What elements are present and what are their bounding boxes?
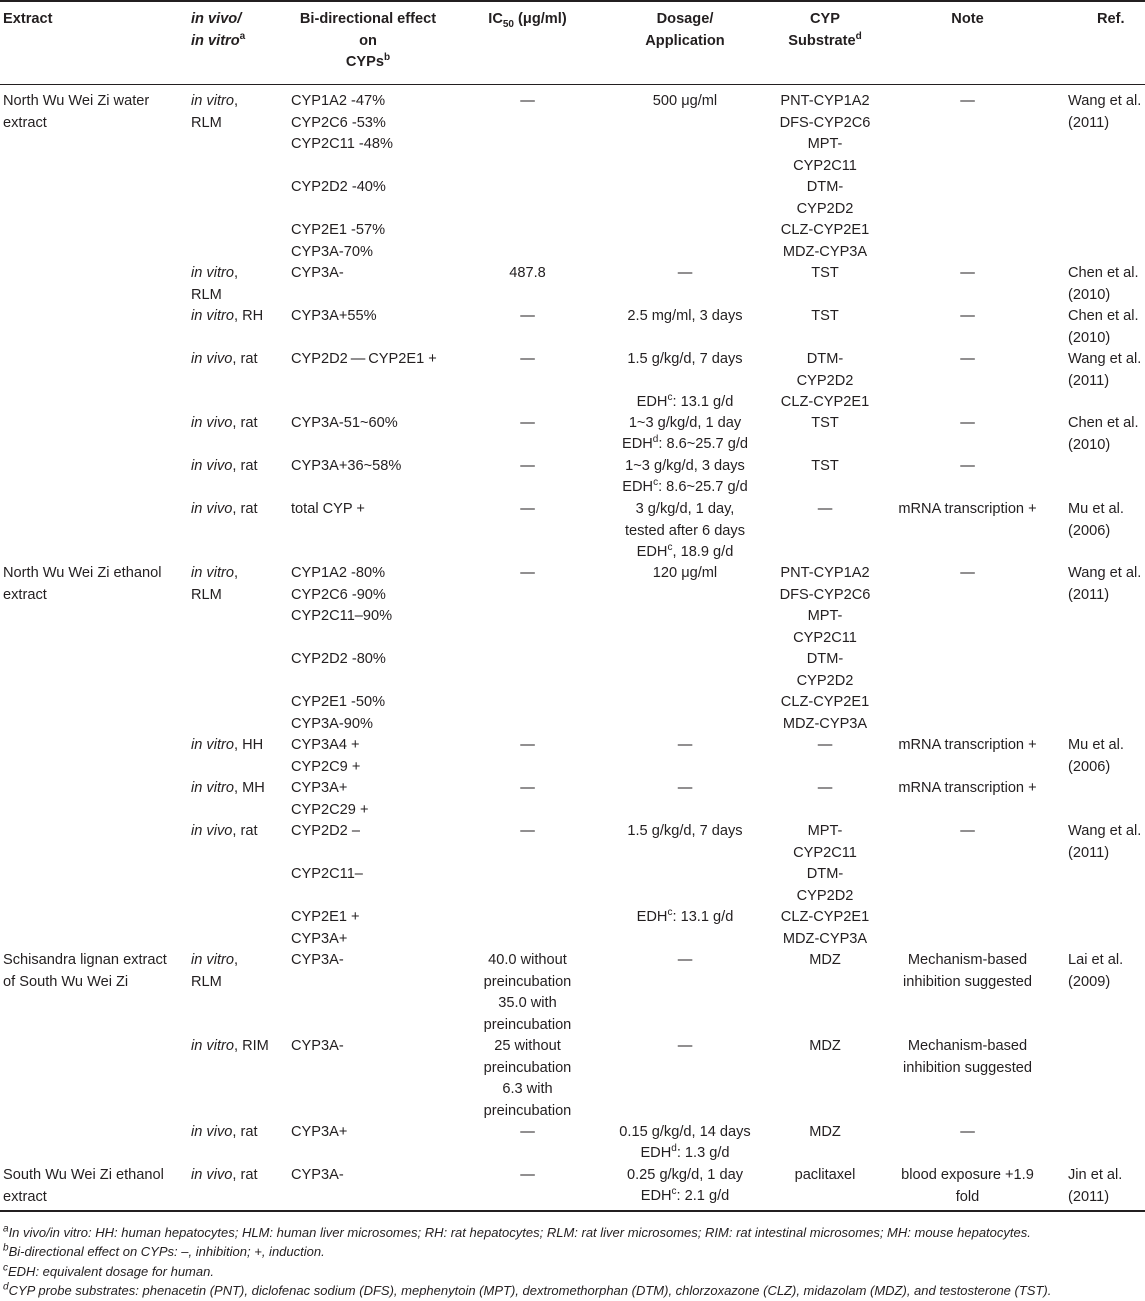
cell-ref: Chen et al. (2010) bbox=[1068, 415, 1139, 453]
cell-ref: Chen et al. (2010) bbox=[1068, 308, 1139, 346]
cell-model-rest: , rat bbox=[232, 351, 258, 367]
cell-effect: CYP3A+ bbox=[291, 1124, 348, 1140]
cell-effect: CYP3A+55% bbox=[291, 308, 377, 324]
cell-ic50: — bbox=[520, 351, 535, 367]
edh-value: : 8.6~25.7 g/d bbox=[658, 479, 748, 495]
cell-ic50: — bbox=[520, 1167, 535, 1183]
footnote-text: Bi-directional effect on CYPs: –, inhibition; +, induction. bbox=[8, 1244, 325, 1259]
footnote-marker: c bbox=[667, 907, 673, 919]
edh-value: : 2.1 g/d bbox=[676, 1188, 730, 1204]
cell-model-rest: , HH bbox=[233, 737, 264, 753]
cell-note: — bbox=[960, 565, 975, 581]
cell-substrate: MDZ bbox=[809, 952, 841, 968]
cell-model bbox=[191, 1122, 258, 1144]
edh-label: EDH bbox=[622, 479, 654, 495]
cell-model bbox=[191, 735, 263, 757]
cell-model-rest: , rat bbox=[232, 823, 258, 839]
cell-effect: CYP3A-51~60% bbox=[291, 415, 398, 431]
cell-ref: Wang et al. (2011) bbox=[1068, 93, 1142, 131]
cell-extract: South Wu Wei Zi ethanol extract bbox=[3, 1167, 164, 1205]
cell-dosage: 500 μg/ml bbox=[652, 93, 718, 109]
cell-note: — bbox=[960, 823, 975, 839]
cell-ic50: 40.0 without preincubation 35.0 with preincubation bbox=[483, 952, 572, 1033]
header-effect bbox=[283, 9, 453, 74]
cell-ref: Wang et al. (2011) bbox=[1068, 823, 1142, 861]
cell-model-italic: in vivo bbox=[191, 351, 233, 367]
header-ic50-sub: 50 bbox=[502, 18, 514, 30]
cell-model-italic: in vivo bbox=[191, 458, 233, 474]
header-dosage-line2: Application bbox=[645, 32, 725, 49]
cell-model-rest: , rat bbox=[232, 458, 258, 474]
cell-note: Mechanism-based inhibition suggested bbox=[902, 1038, 1032, 1076]
footnote-marker: c bbox=[3, 1262, 8, 1274]
cell-dosage-edh bbox=[590, 477, 780, 499]
cell-model-rest: , RLM bbox=[191, 93, 239, 131]
cell-model bbox=[191, 263, 238, 306]
cell-model-italic: in vitro bbox=[191, 565, 234, 581]
cell-substrate: TST bbox=[811, 415, 839, 431]
cell-model bbox=[191, 1165, 258, 1187]
cell-dosage: 1.5 g/kg/d, 7 days bbox=[627, 351, 743, 367]
header-rule bbox=[0, 84, 1145, 85]
cell-dosage: — bbox=[677, 265, 693, 281]
cell-model-rest: , RLM bbox=[191, 952, 239, 990]
cell-model-rest: , rat bbox=[232, 501, 258, 517]
header-effect-line2: on bbox=[359, 32, 377, 49]
cell-ref: Wang et al. (2011) bbox=[1068, 351, 1142, 389]
cell-model-italic: in vivo bbox=[191, 1167, 233, 1183]
header-note: Note bbox=[951, 11, 984, 27]
cell-dosage: — bbox=[677, 737, 693, 753]
cell-substrate: DTM- CYP2D2 CLZ-CYP2E1 bbox=[780, 351, 870, 410]
cell-dosage: — bbox=[677, 952, 693, 968]
footnote-marker: d bbox=[671, 1143, 677, 1155]
cell-model-italic: in vitro bbox=[191, 265, 234, 281]
cell-note: mRNA transcription + bbox=[898, 780, 1037, 796]
cell-model-italic: in vitro bbox=[191, 308, 234, 324]
header-invivo-line1: in vivo/ bbox=[191, 11, 242, 27]
cell-substrate: TST bbox=[811, 265, 839, 281]
edh-value: : 13.1 g/d bbox=[672, 909, 734, 925]
cell-ref: Chen et al. (2010) bbox=[1068, 265, 1139, 303]
header-ic50 bbox=[455, 9, 600, 31]
cell-dosage-edh bbox=[590, 392, 780, 414]
footnote-marker: b bbox=[384, 52, 391, 64]
edh-value: : 8.6~25.7 g/d bbox=[658, 436, 749, 452]
cell-model bbox=[191, 413, 258, 435]
footnote-b bbox=[3, 1243, 325, 1261]
cell-model bbox=[191, 349, 258, 371]
cell-note: Mechanism-based inhibition suggested bbox=[902, 952, 1032, 990]
cell-model-rest: , RIM bbox=[233, 1038, 269, 1054]
cell-note: — bbox=[960, 1124, 975, 1140]
header-extract: Extract bbox=[3, 11, 53, 27]
cell-dosage-edh bbox=[590, 1143, 780, 1165]
edh-label: EDH bbox=[636, 394, 668, 410]
cell-ref: Wang et al. (2011) bbox=[1068, 565, 1142, 603]
edh-label: EDH bbox=[636, 909, 668, 925]
cell-extract: North Wu Wei Zi water extract bbox=[3, 93, 150, 131]
cell-dosage-edh bbox=[590, 542, 780, 564]
footnote-marker: a bbox=[239, 30, 246, 42]
cell-model bbox=[191, 563, 238, 606]
footnote-marker: c bbox=[671, 1186, 677, 1198]
header-ic50-unit: (μg/ml) bbox=[514, 11, 567, 27]
cell-dosage: — bbox=[677, 1038, 693, 1054]
footnote-marker: c bbox=[667, 542, 673, 554]
cell-substrate: PNT-CYP1A2 DFS-CYP2C6 MPT- CYP2C11 DTM- CYP2D2 CLZ-CYP2E1 MDZ-CYP3A bbox=[779, 565, 871, 732]
cell-ic50: 487.8 bbox=[509, 265, 546, 281]
cell-model-italic: in vitro bbox=[191, 737, 234, 753]
cell-ic50: — bbox=[520, 780, 535, 796]
cell-dosage: 1~3 g/kg/d, 3 days bbox=[625, 458, 745, 474]
cell-effect: CYP3A+ CYP2C29 + bbox=[291, 780, 369, 818]
table-top-rule bbox=[0, 0, 1145, 2]
cell-model-italic: in vivo bbox=[191, 1124, 233, 1140]
cell-ic50: — bbox=[520, 737, 535, 753]
cell-ref: Mu et al. (2006) bbox=[1068, 737, 1124, 775]
cell-dosage: — bbox=[677, 780, 693, 796]
header-effect-line1: Bi-directional effect bbox=[299, 11, 437, 27]
cell-effect: CYP3A- bbox=[291, 265, 344, 281]
cell-note: mRNA transcription + bbox=[898, 737, 1037, 753]
cell-dosage: 2.5 mg/ml, 3 days bbox=[627, 308, 743, 324]
cell-ic50: — bbox=[520, 415, 535, 431]
cell-ic50: — bbox=[520, 565, 535, 581]
cell-dosage: 0.25 g/kg/d, 1 day bbox=[626, 1167, 744, 1183]
cell-note: blood exposure +1.9 fold bbox=[901, 1167, 1034, 1205]
cell-model bbox=[191, 1036, 269, 1058]
cell-model-italic: in vivo bbox=[191, 823, 233, 839]
cell-model-rest: , rat bbox=[232, 1167, 258, 1183]
cell-effect: total CYP + bbox=[291, 501, 365, 517]
cell-dosage-edh bbox=[590, 434, 780, 456]
cell-model-rest: , RH bbox=[233, 308, 264, 324]
cell-substrate: — bbox=[817, 780, 833, 796]
cell-substrate: — bbox=[817, 501, 833, 517]
footnote-text: CYP probe substrates: phenacetin (PNT), diclofenac sodium (DFS), mephenytoin (MPT), dextromethorphan (DTM), chlorzoxazone (CLZ), midazolam (MDZ), and testosterone (TST). bbox=[8, 1283, 1052, 1298]
cell-ic50: — bbox=[520, 458, 535, 474]
cell-dosage-edh bbox=[590, 1186, 780, 1208]
cell-dosage: 1.5 g/kg/d, 7 days bbox=[627, 823, 743, 839]
header-dosage-line1: Dosage/ bbox=[656, 11, 714, 27]
cell-effect: CYP3A4 + CYP2C9 + bbox=[291, 737, 361, 775]
edh-label: EDH bbox=[640, 1188, 672, 1204]
table-bottom-rule bbox=[0, 1210, 1145, 1212]
cell-substrate: paclitaxel bbox=[794, 1167, 856, 1183]
edh-label: EDH bbox=[640, 1145, 672, 1161]
cell-model-rest: , RLM bbox=[191, 565, 239, 603]
header-cyp-line2: Substrate bbox=[788, 32, 856, 49]
cell-dosage: 120 μg/ml bbox=[652, 565, 718, 581]
cell-model-italic: in vivo bbox=[191, 501, 233, 517]
footnote-marker: c bbox=[653, 477, 659, 489]
cell-note: — bbox=[960, 351, 975, 367]
cell-model-italic: in vitro bbox=[191, 952, 234, 968]
cell-model bbox=[191, 91, 238, 134]
cell-model-italic: in vitro bbox=[191, 1038, 234, 1054]
edh-value: , 18.9 g/d bbox=[672, 544, 734, 560]
cell-effect: CYP3A- bbox=[291, 952, 344, 968]
cell-model bbox=[191, 950, 238, 993]
cell-dosage-edh bbox=[590, 907, 780, 929]
cell-model-rest: , MH bbox=[233, 780, 265, 796]
header-invivo bbox=[191, 9, 245, 52]
cell-effect: CYP1A2 -47% CYP2C6 -53% CYP2C11 -48% CYP2D2 -40% CYP2E1 -57% CYP3A-70% bbox=[291, 93, 393, 260]
cell-model bbox=[191, 778, 265, 800]
cell-extract: Schisandra lignan extract of South Wu Wei Zi bbox=[3, 952, 167, 990]
edh-label: EDH bbox=[636, 544, 668, 560]
cell-effect: CYP2D2 – CYP2C11– CYP2E1 + CYP3A+ bbox=[291, 823, 363, 947]
edh-value: : 13.1 g/d bbox=[672, 394, 734, 410]
cell-substrate: — bbox=[817, 737, 833, 753]
footnote-marker: d bbox=[652, 434, 659, 446]
edh-label: EDH bbox=[621, 436, 653, 452]
header-effect-line3: CYPs bbox=[345, 54, 384, 70]
header-cyp-line1: CYP bbox=[809, 11, 840, 27]
cell-substrate: MPT- CYP2C11 DTM- CYP2D2 CLZ-CYP2E1 MDZ-CYP3A bbox=[780, 823, 870, 947]
cell-substrate: PNT-CYP1A2 DFS-CYP2C6 MPT- CYP2C11 DTM- CYP2D2 CLZ-CYP2E1 MDZ-CYP3A bbox=[779, 93, 871, 260]
cell-dosage: 0.15 g/kg/d, 14 days bbox=[619, 1124, 751, 1140]
cell-substrate: TST bbox=[811, 458, 839, 474]
cell-substrate: MDZ bbox=[809, 1038, 841, 1054]
cell-effect: CYP2D2 — CYP2E1 + bbox=[291, 351, 437, 367]
cell-substrate: MDZ bbox=[809, 1124, 841, 1140]
cell-ic50: — bbox=[520, 823, 535, 839]
cell-extract: North Wu Wei Zi ethanol extract bbox=[3, 565, 162, 603]
cell-dosage: 1~3 g/kg/d, 1 day bbox=[628, 415, 742, 431]
header-dosage bbox=[590, 9, 780, 52]
header-ref: Ref. bbox=[1097, 11, 1125, 27]
cell-note: — bbox=[960, 415, 975, 431]
cell-note: — bbox=[960, 265, 975, 281]
header-ic50-text: IC bbox=[488, 11, 503, 27]
cell-note: — bbox=[960, 93, 975, 109]
footnote-marker: d bbox=[3, 1281, 9, 1293]
cell-model-italic: in vivo bbox=[191, 415, 233, 431]
cell-model-italic: in vitro bbox=[191, 780, 234, 796]
cell-note: — bbox=[960, 458, 975, 474]
footnote-text: In vivo/in vitro: HH: human hepatocytes; HLM: human liver microsomes; RH: rat hepatocytes; RLM: rat liver microsomes; RIM: rat intestinal microsomes; MH: mouse hepatocytes. bbox=[8, 1225, 1031, 1240]
cell-model bbox=[191, 499, 258, 521]
cell-ref: Jin et al. (2011) bbox=[1068, 1167, 1123, 1205]
footnote-c bbox=[3, 1263, 214, 1281]
footnote-marker: a bbox=[3, 1223, 9, 1235]
header-invivo-line2: in vitro bbox=[191, 32, 240, 49]
cell-effect: CYP3A- bbox=[291, 1038, 344, 1054]
cell-ic50: — bbox=[520, 308, 535, 324]
cell-model-italic: in vitro bbox=[191, 93, 234, 109]
cell-model bbox=[191, 821, 258, 843]
cell-ic50: — bbox=[520, 1124, 535, 1140]
footnote-text: EDH: equivalent dosage for human. bbox=[8, 1264, 214, 1279]
footnote-marker: d bbox=[855, 30, 862, 42]
cell-effect: CYP1A2 -80% CYP2C6 -90% CYP2C11–90% CYP2D2 -80% CYP2E1 -50% CYP3A-90% bbox=[291, 565, 393, 732]
cell-ref: Lai et al. (2009) bbox=[1068, 952, 1124, 990]
cell-effect: CYP3A+36~58% bbox=[291, 458, 402, 474]
cell-effect: CYP3A- bbox=[291, 1167, 344, 1183]
cell-ref: Mu et al. (2006) bbox=[1068, 501, 1124, 539]
cell-dosage: 3 g/kg/d, 1 day, tested after 6 days bbox=[624, 501, 746, 539]
header-cyp-substrate bbox=[760, 9, 890, 52]
footnote-marker: b bbox=[3, 1242, 9, 1254]
cell-model-rest: , rat bbox=[232, 1124, 258, 1140]
footnote-d bbox=[3, 1282, 1051, 1300]
cell-ic50: — bbox=[520, 501, 535, 517]
footnote-marker: c bbox=[667, 392, 673, 404]
cell-substrate: TST bbox=[811, 308, 839, 324]
cell-model bbox=[191, 306, 263, 328]
cell-ic50: 25 without preincubation 6.3 with preincubation bbox=[483, 1038, 572, 1119]
edh-value: : 1.3 g/d bbox=[676, 1145, 730, 1161]
cell-model bbox=[191, 456, 258, 478]
cell-ic50: — bbox=[520, 93, 535, 109]
cell-note: mRNA transcription + bbox=[898, 501, 1037, 517]
cell-model-rest: , RLM bbox=[191, 265, 239, 303]
cell-note: — bbox=[960, 308, 975, 324]
footnote-a bbox=[3, 1224, 1031, 1242]
cell-model-rest: , rat bbox=[232, 415, 258, 431]
